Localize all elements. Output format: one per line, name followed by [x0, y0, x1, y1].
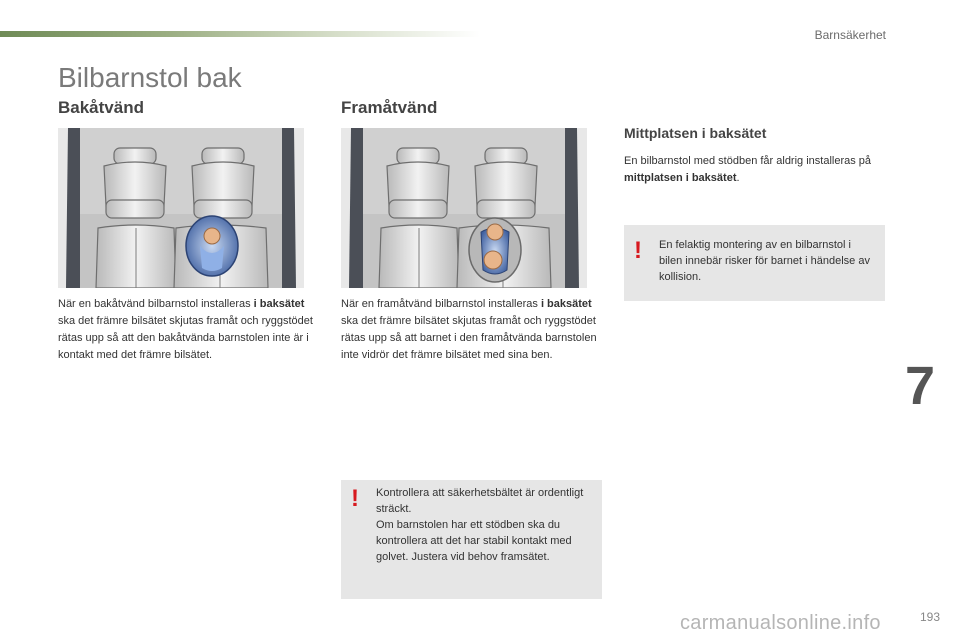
forward-facing-child-seat	[469, 218, 521, 282]
watermark: carmanualsonline.info	[680, 612, 881, 634]
forward-facing-heading: Framåtvänd	[341, 98, 438, 117]
forward-facing-warning-text	[376, 485, 598, 565]
forward-facing-text-part: När en framåtvänd bilbarnstol installeras	[341, 298, 541, 310]
middle-seat-text-part: En bilbarnstol med stödben får aldrig installeras på	[624, 155, 872, 167]
forward-facing-illustration	[341, 128, 587, 288]
rear-facing-text-part: ska det främre bilsätet skjutas framåt och ryggstödet rätas upp så att den bakåtvända barnstolen inte är i kontakt med det främre bilsätet.	[58, 315, 313, 361]
forward-facing-text	[341, 296, 603, 364]
rear-facing-text	[58, 296, 320, 364]
exclamation-icon: !	[351, 485, 359, 512]
middle-seat-text-part: .	[736, 172, 740, 184]
page-title: Bilbarnstol bak	[58, 62, 242, 93]
rear-facing-illustration	[58, 128, 304, 288]
warning-line-2: Om barnstolen har ett stödben ska du kontrollera att det har stabil kontakt med golvet. Justera vid behov framsätet.	[376, 519, 572, 563]
warning-line-1: Kontrollera att säkerhetsbältet är ordentligt sträckt.	[376, 487, 584, 515]
car-interior-forward-facing-image	[341, 128, 587, 288]
exclamation-icon: !	[634, 237, 642, 264]
car-interior-rear-facing-image	[58, 128, 304, 288]
middle-seat-warning-box	[624, 225, 885, 301]
middle-seat-text	[624, 153, 889, 187]
forward-facing-text-part: ska det främre bilsätet skjutas framåt och ryggstödet rätas upp så att barnet i den framåtvända barnstolen inte vidrör det främre bilsätet med sina ben.	[341, 315, 597, 361]
middle-seat-heading: Mittplatsen i baksätet	[624, 125, 767, 141]
section-label: Barnsäkerhet	[814, 28, 886, 42]
middle-seat-text-bold: mittplatsen i baksätet	[624, 172, 737, 184]
forward-facing-text-bold: i baksätet	[540, 298, 592, 310]
rear-facing-text-part: När en bakåtvänd bilbarnstol installeras	[58, 298, 254, 310]
page-number: 193	[919, 610, 940, 624]
header-accent-bar	[0, 31, 480, 37]
middle-seat-warning-text: En felaktig montering av en bilbarnstol i bilen innebär risker för barnet i händelse av kollision.	[659, 239, 870, 283]
rear-facing-child-seat	[186, 216, 238, 276]
chapter-number: 7	[905, 356, 936, 416]
forward-facing-warning-box	[341, 480, 602, 599]
rear-facing-heading: Bakåtvänd	[58, 98, 144, 117]
rear-facing-text-bold: i baksätet	[253, 298, 305, 310]
